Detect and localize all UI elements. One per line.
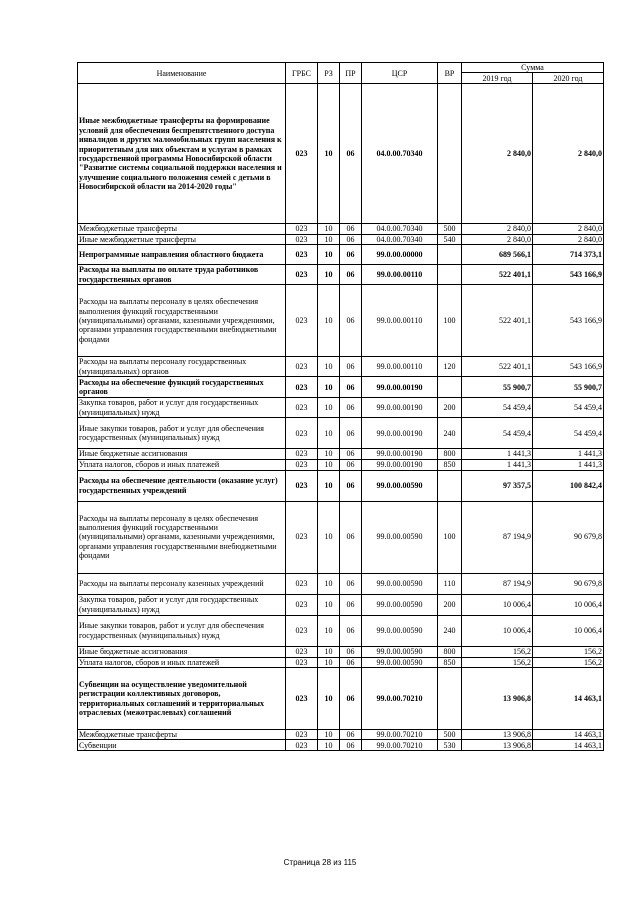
cell-y2019: 13 906,8 [462, 730, 533, 740]
cell-name: Иные закупки товаров, работ и услуг для обеспечения государственных (муниципальных) нужд [78, 418, 286, 449]
cell-rz: 10 [318, 646, 340, 657]
cell-y2020: 54 459,4 [533, 398, 604, 418]
cell-grbs: 023 [286, 668, 318, 730]
cell-csr: 99.0.00.00590 [362, 657, 438, 667]
cell-grbs: 023 [286, 730, 318, 740]
cell-pr: 06 [340, 668, 362, 730]
cell-name: Расходы на выплаты персоналу государственных (муниципальных) органов [78, 357, 286, 377]
cell-vr: 200 [438, 398, 462, 418]
cell-y2020: 543 166,9 [533, 265, 604, 285]
cell-vr: 110 [438, 573, 462, 594]
cell-y2020: 2 840,0 [533, 224, 604, 234]
cell-name: Иные межбюджетные трансферты на формирование условий для обеспечения беспрепятственного доступа инвалидов и других маломобильных групп населения к приоритетным для них объектам и услугам в рамках государственной программы Новосибирской области "Развитие системы социальной поддержки населения и улучшение социального положения семей с детьми в Новосибирской области на 2014-2020 годы" [78, 84, 286, 224]
cell-name: Иные межбюджетные трансферты [78, 234, 286, 244]
cell-y2019: 156,2 [462, 657, 533, 667]
cell-rz: 10 [318, 730, 340, 740]
cell-grbs: 023 [286, 740, 318, 751]
cell-name: Расходы на обеспечение деятельности (оказание услуг) государственных учреждений [78, 470, 286, 501]
cell-csr: 99.0.00.00190 [362, 459, 438, 470]
table-row [78, 285, 604, 357]
cell-pr: 06 [340, 573, 362, 594]
cell-pr: 06 [340, 377, 362, 398]
cell-y2019: 522 401,1 [462, 265, 533, 285]
table-row [78, 224, 604, 234]
cell-rz: 10 [318, 234, 340, 244]
cell-y2020: 1 441,3 [533, 459, 604, 470]
table-row [78, 245, 604, 265]
cell-grbs: 023 [286, 418, 318, 449]
cell-pr: 06 [340, 459, 362, 470]
cell-rz: 10 [318, 398, 340, 418]
table-body [78, 84, 604, 751]
cell-rz: 10 [318, 357, 340, 377]
cell-pr: 06 [340, 265, 362, 285]
cell-csr: 99.0.00.00190 [362, 377, 438, 398]
cell-y2020: 55 900,7 [533, 377, 604, 398]
cell-name: Иные бюджетные ассигнования [78, 449, 286, 459]
cell-vr: 100 [438, 285, 462, 357]
cell-grbs: 023 [286, 615, 318, 646]
cell-grbs: 023 [286, 449, 318, 459]
cell-rz: 10 [318, 245, 340, 265]
cell-y2019: 522 401,1 [462, 357, 533, 377]
cell-y2019: 2 840,0 [462, 224, 533, 234]
cell-vr: 530 [438, 740, 462, 751]
table-row [78, 234, 604, 244]
table-row [78, 84, 604, 224]
cell-name: Уплата налогов, сборов и иных платежей [78, 459, 286, 470]
cell-grbs: 023 [286, 501, 318, 573]
cell-grbs: 023 [286, 285, 318, 357]
table-row [78, 740, 604, 751]
cell-y2019: 87 194,9 [462, 501, 533, 573]
cell-y2019: 1 441,3 [462, 449, 533, 459]
cell-pr: 06 [340, 594, 362, 615]
cell-csr: 04.0.00.70340 [362, 84, 438, 224]
cell-grbs: 023 [286, 377, 318, 398]
cell-y2019: 97 357,5 [462, 470, 533, 501]
cell-csr: 99.0.00.00110 [362, 285, 438, 357]
cell-rz: 10 [318, 285, 340, 357]
cell-vr [438, 245, 462, 265]
cell-y2020: 10 006,4 [533, 615, 604, 646]
cell-grbs: 023 [286, 398, 318, 418]
header-rz: РЗ [318, 63, 340, 84]
cell-y2019: 87 194,9 [462, 573, 533, 594]
cell-grbs: 023 [286, 245, 318, 265]
cell-pr: 06 [340, 245, 362, 265]
cell-csr: 99.0.00.00590 [362, 501, 438, 573]
cell-pr: 06 [340, 357, 362, 377]
cell-y2020: 2 840,0 [533, 84, 604, 224]
budget-table-sheet [77, 62, 603, 751]
cell-vr: 240 [438, 615, 462, 646]
cell-pr: 06 [340, 398, 362, 418]
cell-grbs: 023 [286, 459, 318, 470]
cell-pr: 06 [340, 730, 362, 740]
table-row [78, 594, 604, 615]
cell-pr: 06 [340, 501, 362, 573]
cell-csr: 99.0.00.00190 [362, 418, 438, 449]
cell-grbs: 023 [286, 224, 318, 234]
cell-y2019: 10 006,4 [462, 615, 533, 646]
cell-csr: 99.0.00.00590 [362, 646, 438, 657]
cell-rz: 10 [318, 740, 340, 751]
cell-rz: 10 [318, 657, 340, 667]
cell-csr: 99.0.00.70210 [362, 730, 438, 740]
cell-csr: 04.0.00.70340 [362, 224, 438, 234]
cell-vr [438, 470, 462, 501]
cell-y2020: 90 679,8 [533, 573, 604, 594]
cell-csr: 99.0.00.00190 [362, 398, 438, 418]
cell-vr: 500 [438, 730, 462, 740]
cell-csr: 99.0.00.00590 [362, 594, 438, 615]
header-name: Наименование [78, 63, 286, 84]
table-row [78, 357, 604, 377]
cell-vr: 850 [438, 459, 462, 470]
cell-name: Межбюджетные трансферты [78, 730, 286, 740]
cell-rz: 10 [318, 377, 340, 398]
cell-y2020: 14 463,1 [533, 730, 604, 740]
cell-grbs: 023 [286, 470, 318, 501]
cell-name: Субвенции [78, 740, 286, 751]
cell-csr: 99.0.00.00000 [362, 245, 438, 265]
cell-name: Закупка товаров, работ и услуг для государственных (муниципальных) нужд [78, 594, 286, 615]
cell-vr: 500 [438, 224, 462, 234]
table-row [78, 501, 604, 573]
cell-rz: 10 [318, 84, 340, 224]
table-row [78, 459, 604, 470]
table-row [78, 398, 604, 418]
cell-csr: 99.0.00.00110 [362, 265, 438, 285]
cell-y2020: 90 679,8 [533, 501, 604, 573]
table-row [78, 657, 604, 667]
cell-pr: 06 [340, 449, 362, 459]
cell-name: Расходы на выплаты по оплате труда работников государственных органов [78, 265, 286, 285]
cell-name: Непрограммные направления областного бюджета [78, 245, 286, 265]
cell-name: Расходы на выплаты персоналу казенных учреждений [78, 573, 286, 594]
cell-pr: 06 [340, 84, 362, 224]
cell-y2020: 2 840,0 [533, 234, 604, 244]
cell-pr: 06 [340, 285, 362, 357]
table-row [78, 470, 604, 501]
header-2019: 2019 год [462, 73, 533, 84]
cell-csr: 99.0.00.70210 [362, 740, 438, 751]
cell-y2019: 2 840,0 [462, 84, 533, 224]
cell-y2019: 13 906,8 [462, 668, 533, 730]
table-row [78, 377, 604, 398]
cell-pr: 06 [340, 615, 362, 646]
cell-y2019: 55 900,7 [462, 377, 533, 398]
cell-y2020: 1 441,3 [533, 449, 604, 459]
cell-name: Межбюджетные трансферты [78, 224, 286, 234]
cell-rz: 10 [318, 449, 340, 459]
cell-y2019: 1 441,3 [462, 459, 533, 470]
cell-y2020: 156,2 [533, 657, 604, 667]
cell-csr: 99.0.00.00590 [362, 573, 438, 594]
cell-csr: 99.0.00.00590 [362, 470, 438, 501]
table-row [78, 265, 604, 285]
cell-grbs: 023 [286, 657, 318, 667]
table-row [78, 615, 604, 646]
cell-vr: 800 [438, 449, 462, 459]
cell-vr: 850 [438, 657, 462, 667]
cell-rz: 10 [318, 224, 340, 234]
table-row [78, 668, 604, 730]
cell-y2019: 689 566,1 [462, 245, 533, 265]
cell-pr: 06 [340, 418, 362, 449]
cell-csr: 04.0.00.70340 [362, 234, 438, 244]
budget-table [77, 62, 604, 751]
table-row [78, 573, 604, 594]
cell-grbs: 023 [286, 594, 318, 615]
cell-vr: 540 [438, 234, 462, 244]
cell-rz: 10 [318, 470, 340, 501]
cell-pr: 06 [340, 740, 362, 751]
cell-y2019: 54 459,4 [462, 418, 533, 449]
cell-name: Иные закупки товаров, работ и услуг для обеспечения государственных (муниципальных) нужд [78, 615, 286, 646]
cell-pr: 06 [340, 470, 362, 501]
cell-rz: 10 [318, 594, 340, 615]
header-csr: ЦСР [362, 63, 438, 84]
cell-name: Расходы на выплаты персоналу в целях обеспечения выполнения функций государственными (муниципальными) органами, казенными учреждениями, органами управления государственными внебюджетными фондами [78, 285, 286, 357]
table-row [78, 730, 604, 740]
header-sum: Сумма [462, 63, 604, 73]
cell-csr: 99.0.00.00590 [362, 615, 438, 646]
cell-vr: 120 [438, 357, 462, 377]
cell-pr: 06 [340, 234, 362, 244]
header-vr: ВР [438, 63, 462, 84]
page-number: Страница 28 из 115 [283, 858, 357, 867]
cell-y2019: 522 401,1 [462, 285, 533, 357]
cell-y2019: 10 006,4 [462, 594, 533, 615]
cell-y2020: 100 842,4 [533, 470, 604, 501]
cell-vr [438, 377, 462, 398]
cell-vr [438, 265, 462, 285]
cell-vr: 100 [438, 501, 462, 573]
cell-y2019: 54 459,4 [462, 398, 533, 418]
cell-y2019: 2 840,0 [462, 234, 533, 244]
cell-csr: 99.0.00.70210 [362, 668, 438, 730]
cell-name: Расходы на обеспечение функций государственных органов [78, 377, 286, 398]
cell-pr: 06 [340, 224, 362, 234]
cell-y2020: 14 463,1 [533, 668, 604, 730]
cell-y2020: 543 166,9 [533, 357, 604, 377]
cell-y2020: 14 463,1 [533, 740, 604, 751]
table-row [78, 418, 604, 449]
cell-vr: 240 [438, 418, 462, 449]
cell-grbs: 023 [286, 573, 318, 594]
cell-grbs: 023 [286, 234, 318, 244]
table-row [78, 449, 604, 459]
cell-rz: 10 [318, 573, 340, 594]
cell-csr: 99.0.00.00110 [362, 357, 438, 377]
cell-name: Иные бюджетные ассигнования [78, 646, 286, 657]
cell-grbs: 023 [286, 84, 318, 224]
cell-grbs: 023 [286, 265, 318, 285]
cell-pr: 06 [340, 646, 362, 657]
cell-csr: 99.0.00.00190 [362, 449, 438, 459]
cell-grbs: 023 [286, 646, 318, 657]
header-2020: 2020 год [533, 73, 604, 84]
cell-y2019: 13 906,8 [462, 740, 533, 751]
header-pr: ПР [340, 63, 362, 84]
header-grbs: ГРБС [286, 63, 318, 84]
cell-name: Расходы на выплаты персоналу в целях обеспечения выполнения функций государственными (муниципальными) органами, казенными учреждениями, органами управления государственными внебюджетными фондами [78, 501, 286, 573]
cell-vr [438, 668, 462, 730]
cell-y2020: 714 373,1 [533, 245, 604, 265]
cell-name: Субвенции на осуществление уведомительной регистрации коллективных договоров, территориальных соглашений и территориальных отраслевых (межотраслевых) соглашений [78, 668, 286, 730]
cell-pr: 06 [340, 657, 362, 667]
cell-y2020: 543 166,9 [533, 285, 604, 357]
cell-grbs: 023 [286, 357, 318, 377]
cell-y2020: 10 006,4 [533, 594, 604, 615]
cell-y2020: 156,2 [533, 646, 604, 657]
cell-y2020: 54 459,4 [533, 418, 604, 449]
cell-y2019: 156,2 [462, 646, 533, 657]
cell-vr: 800 [438, 646, 462, 657]
cell-name: Уплата налогов, сборов и иных платежей [78, 657, 286, 667]
cell-rz: 10 [318, 501, 340, 573]
cell-rz: 10 [318, 615, 340, 646]
cell-rz: 10 [318, 668, 340, 730]
cell-vr: 200 [438, 594, 462, 615]
cell-name: Закупка товаров, работ и услуг для государственных (муниципальных) нужд [78, 398, 286, 418]
table-row [78, 646, 604, 657]
cell-rz: 10 [318, 265, 340, 285]
cell-rz: 10 [318, 418, 340, 449]
cell-rz: 10 [318, 459, 340, 470]
cell-vr [438, 84, 462, 224]
